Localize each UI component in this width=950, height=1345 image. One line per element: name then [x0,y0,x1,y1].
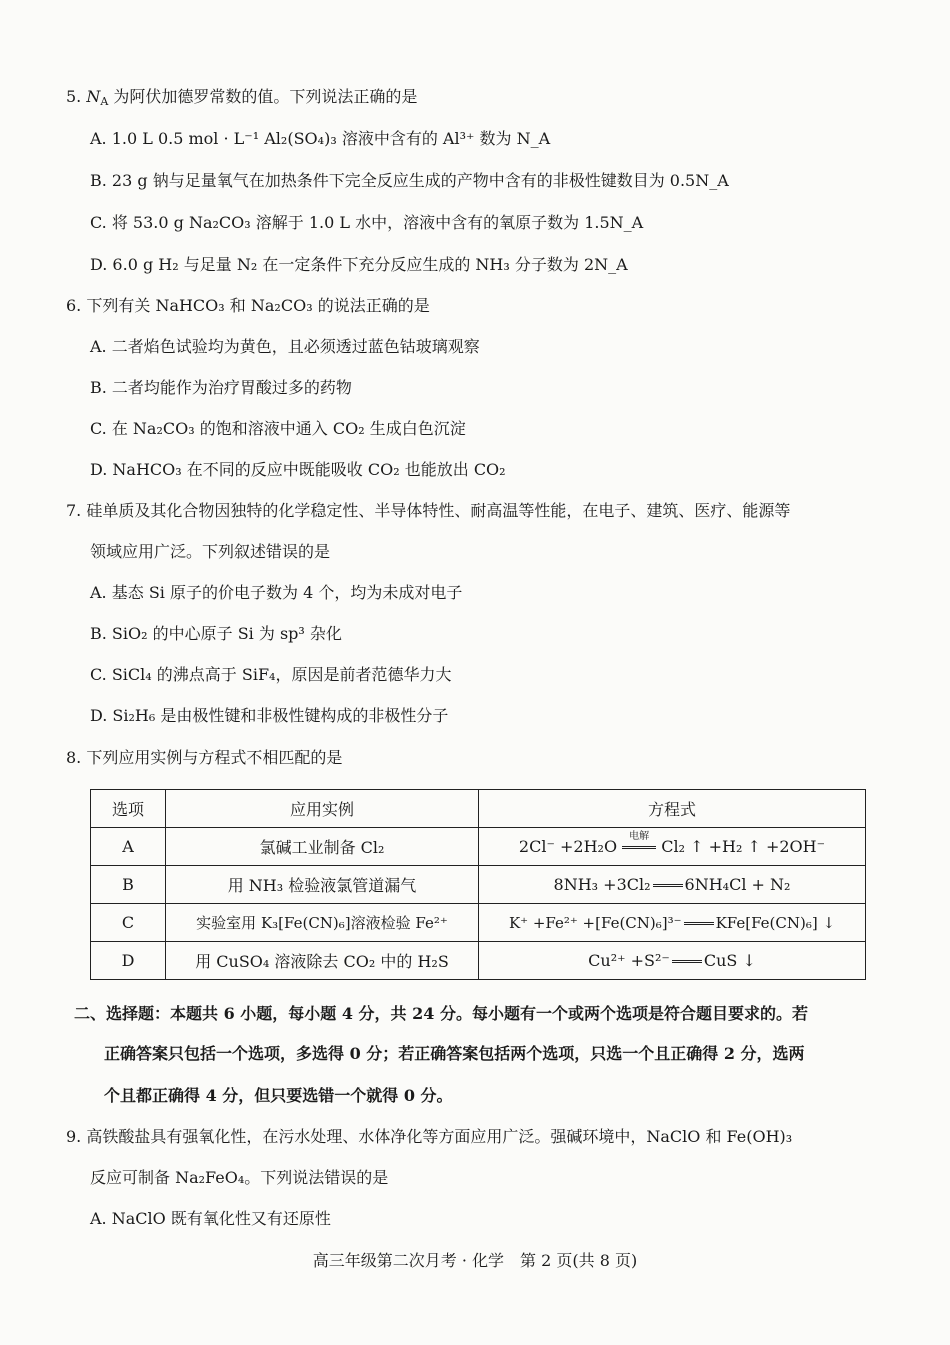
q7-stem-line2: 领域应用广泛。下列叙述错误的是 [90,542,331,561]
table-row [91,942,866,980]
q7-option-a: A. 基态 Si 原子的价电子数为 4 个，均为未成对电子 [90,583,463,602]
row-equation: Cu²⁺ +S²⁻ CuS ↓ [479,942,866,980]
row-option: C [91,904,166,942]
q5-option-b: B. 23 g 钠与足量氧气在加热条件下完全反应生成的产物中含有的非极性键数目为 0.5N_A [90,171,729,190]
row-example: 用 CuSO₄ 溶液除去 CO₂ 中的 H₂S [166,942,479,980]
row-equation: 8NH₃ +3Cl₂ 6NH₄Cl + N₂ [479,866,866,904]
row-equation: K⁺ +Fe²⁺ +[Fe(CN)₆]³⁻ KFe[Fe(CN)₆] ↓ [479,904,866,942]
table-header-option: 选项 [91,790,166,828]
q5-option-c: C. 将 53.0 g Na₂CO₃ 溶解于 1.0 L 水中，溶液中含有的氧原子数为 1.5N_A [90,213,644,232]
table-header-row [91,790,866,828]
table-row [91,828,866,866]
row-option: B [91,866,166,904]
q8-stem: 8. 下列应用实例与方程式不相匹配的是 [66,748,343,767]
reaction-condition: 电解 [622,837,656,856]
q9-stem-line2: 反应可制备 Na₂FeO₄。下列说法错误的是 [90,1168,389,1187]
table-header-equation: 方程式 [479,790,866,828]
q5-option-a: A. 1.0 L 0.5 mol · L⁻¹ Al₂(SO₄)₃ 溶液中含有的 Al³⁺ 数为 N_A [90,129,551,148]
q5-option-d: D. 6.0 g H₂ 与足量 N₂ 在一定条件下充分反应生成的 NH₃ 分子数为 2N_A [90,255,628,274]
q6-option-b: B. 二者均能作为治疗胃酸过多的药物 [90,378,352,397]
q7-option-d: D. Si₂H₆ 是由极性键和非极性键构成的非极性分子 [90,706,449,725]
page-footer: 高三年级第二次月考 · 化学 第 2 页(共 8 页) [312,1251,638,1270]
row-example: 氯碱工业制备 Cl₂ [166,828,479,866]
row-equation: 2Cl⁻ +2H₂O 电解 Cl₂ ↑ +H₂ ↑ +2OH⁻ [479,828,866,866]
row-example: 用 NH₃ 检验液氯管道漏气 [166,866,479,904]
q7-option-b: B. SiO₂ 的中心原子 Si 为 sp³ 杂化 [90,624,342,643]
q6-option-d: D. NaHCO₃ 在不同的反应中既能吸收 CO₂ 也能放出 CO₂ [90,460,506,479]
section2-line2: 正确答案只包括一个选项，多选得 0 分；若正确答案包括两个选项，只选一个且正确得 2 分，选两 [104,1044,805,1063]
q7-option-c: C. SiCl₄ 的沸点高于 SiF₄，原因是前者范德华力大 [90,665,452,684]
table-row [91,866,866,904]
q7-stem-line1: 7. 硅单质及其化合物因独特的化学稳定性、半导体特性、耐高温等性能，在电子、建筑、医疗、能源等 [66,501,791,520]
section2-line3: 个且都正确得 4 分，但只要选错一个就得 0 分。 [104,1086,453,1105]
section2-line1: 二、选择题：本题共 6 小题，每小题 4 分，共 24 分。每小题有一个或两个选项是符合题目要求的。若 [74,1004,808,1023]
row-option: D [91,942,166,980]
q8-table [90,789,866,980]
row-option: A [91,828,166,866]
q6-option-a: A. 二者焰色试验均为黄色，且必须透过蓝色钴玻璃观察 [90,337,480,356]
table-header-example: 应用实例 [166,790,479,828]
table-row [91,904,866,942]
q9-option-a: A. NaClO 既有氧化性又有还原性 [90,1209,331,1228]
q5-stem: 5. $N_A$ 为阿伏加德罗常数的值。下列说法正确的是 [66,87,418,108]
q6-stem: 6. 下列有关 NaHCO₃ 和 Na₂CO₃ 的说法正确的是 [66,296,430,315]
row-example: 实验室用 K₃[Fe(CN)₆]溶液检验 Fe²⁺ [166,904,479,942]
q9-stem-line1: 9. 高铁酸盐具有强氧化性，在污水处理、水体净化等方面应用广泛。强碱环境中，NaClO 和 Fe(OH)₃ [66,1127,793,1146]
q6-option-c: C. 在 Na₂CO₃ 的饱和溶液中通入 CO₂ 生成白色沉淀 [90,419,466,438]
